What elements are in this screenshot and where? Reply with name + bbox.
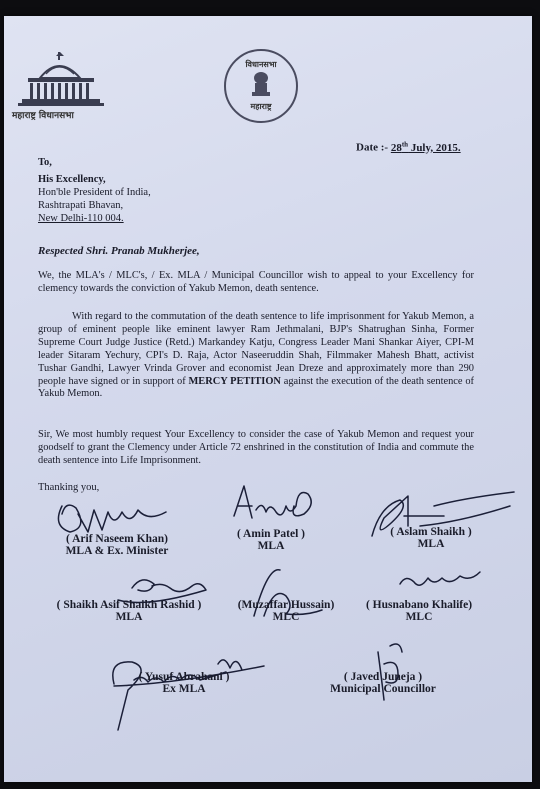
address-to: To,	[38, 157, 52, 168]
signatory-name: ( Yusuf Abrahani )	[138, 671, 230, 683]
paragraph-2-text: With regard to the commutation of the death sentence to life imprisonment for Yakub Memon, a group of eminent people like eminent lawyer Ram Jethmalani, BJP's Shatrughan Sinha, Former Supreme Court Judge Justice (Retd.) Markandey Katju, Congress Leader Mani Shankar Aiyer, CPI-M leader Sitaram Yechury, CPI's D. Raja, Actor Naseeruddin Shah, Filmmaker Mahesh Bhatt, activist Tushar Gandhi, Lawyer Vrinda Grover and economist Jean Dreze and approximately more than 290 people have signed or in support of	[38, 311, 474, 387]
signatory-title: MLA	[257, 540, 285, 552]
signatory-name: ( Amin Patel )	[236, 528, 306, 540]
signatory-name: ( Arif Naseem Khan)	[66, 533, 168, 545]
signatures-layer	[4, 16, 532, 782]
date-label: Date :-	[356, 141, 389, 154]
signatory-muzaffar	[226, 599, 346, 623]
signature-husnabano	[400, 572, 480, 585]
signatory-aslam	[376, 526, 486, 550]
salutation: Respected Shri. Pranab Mukherjee,	[38, 245, 200, 257]
signatory-asif	[34, 599, 224, 623]
seal-bottom-text: महाराष्ट्र	[250, 102, 272, 111]
signatory-title: Ex MLA	[162, 683, 206, 695]
signatory-title: MLA & Ex. Minister	[65, 545, 169, 557]
mercy-petition-text: MERCY PETITION	[188, 375, 281, 387]
closing: Thanking you,	[38, 482, 100, 493]
letter-page	[4, 16, 532, 782]
seal-top-text: विधानसभा	[245, 60, 277, 69]
paragraph-1: We, the MLA's / MLC's, / Ex. MLA / Municipal Councillor wish to appeal to your Excellency for clemency towards the conviction of Yakub Memon, death sentence.	[38, 270, 474, 294]
date-day: 28	[390, 141, 402, 154]
emblem-caption: महाराष्ट्र विधानसभा	[12, 111, 74, 121]
signatory-name: (Muzaffar Hussain)	[237, 599, 335, 611]
address-line-1: His Excellency,	[38, 174, 106, 185]
signatory-javed	[308, 671, 458, 695]
signatory-name: ( Javed Juneja )	[343, 671, 423, 683]
paragraph-2-end: against the execution of the death sentence of Yakub Memon.	[38, 375, 474, 400]
signatory-title: MLA	[115, 611, 143, 623]
signatory-name: ( Shaikh Asif Shaikh Rashid )	[56, 599, 202, 611]
signature-arif	[58, 505, 166, 532]
paragraph-3: Sir, We most humbly request Your Excellency to consider the case of Yakub Memon and request your goodself to grant the Clemency under Article 72 enshrined in the constitution of India and commute the death sentence into Life Imprisonment.	[38, 429, 474, 466]
signatory-husnabano	[354, 599, 484, 623]
date-suffix: th	[401, 140, 409, 148]
address-line-3: Rashtrapati Bhavan,	[38, 200, 124, 211]
signatory-title: MLC	[405, 611, 433, 623]
signatory-yusuf	[124, 671, 244, 695]
signatory-name: ( Husnabano Khalife)	[365, 599, 473, 611]
signatory-arif	[47, 533, 187, 557]
date-rest: July, 2015.	[408, 141, 461, 154]
signatory-title: MLA	[417, 538, 445, 550]
address-line-2: Hon'ble President of India,	[38, 187, 151, 198]
signature-amin	[234, 486, 311, 518]
signatory-name: ( Aslam Shaikh )	[390, 526, 472, 538]
signatory-amin	[226, 528, 316, 552]
signatory-title: MLC	[272, 611, 300, 623]
signatory-title: Municipal Councillor	[330, 683, 436, 695]
address-line-4: New Delhi-110 004.	[38, 213, 124, 224]
